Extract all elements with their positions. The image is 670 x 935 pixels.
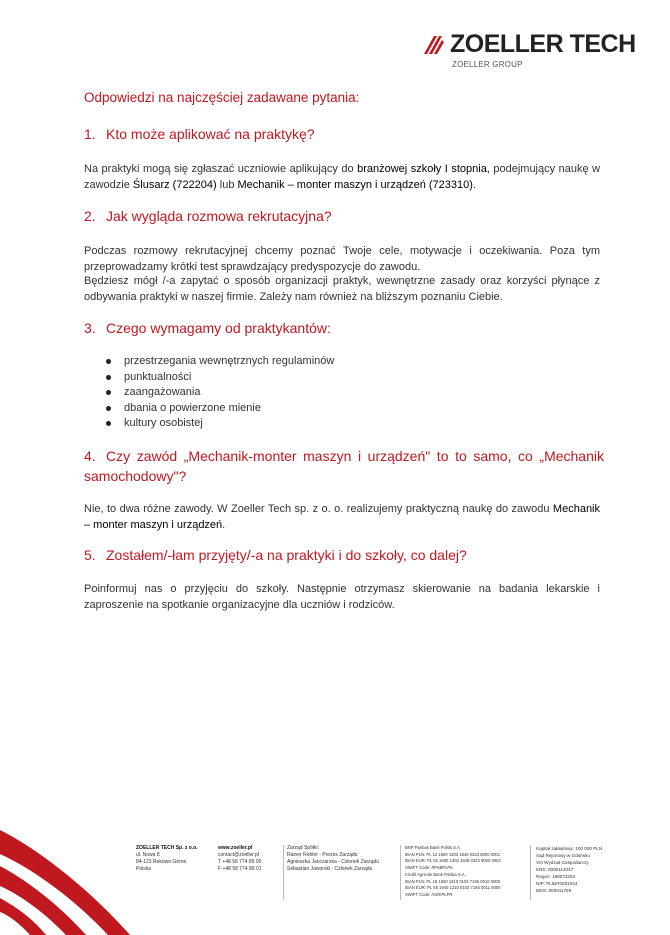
footer-board <box>287 845 379 873</box>
question-number: 4. <box>84 448 96 464</box>
footer-line: Rainer Rohler - Prezes Zarządu <box>287 852 358 858</box>
footer-contact <box>218 845 262 873</box>
footer-line: IBAN EUR: PL 82 1600 1303 1846 0323 8000 0002 <box>405 858 501 864</box>
answer-2-paragraph-2: Będziesz mógł /-a zapytać o sposób organizacji praktyk, wewnętrzne zasady oraz korzyści płynące z odbywania praktyki w naszej firmie. Zależy nam również na bliższym poznaniu Ciebie. <box>84 275 600 303</box>
question-3-heading <box>84 318 604 338</box>
footer-line: BNP Paribas Bank Polski S.A. <box>405 845 462 850</box>
list-item-text: przestrzegania wewnętrznych regulaminów <box>124 355 335 367</box>
list-item <box>104 385 334 401</box>
question-text: Jak wygląda rozmowa rekrutacyjna? <box>106 208 332 224</box>
answer-2-paragraph-1: Podczas rozmowy rekrutacyjnej chcemy poznać Twoje cele, motywacje i oczekiwania. Poza tym przeprowadzamy krótki test sprawdzający predyspozycje do zawodu. <box>84 245 600 273</box>
answer-4 <box>84 501 600 533</box>
page-title: Odpowiedzi na najczęściej zadawane pytania: <box>84 90 360 105</box>
answer-emphasis: branżowej szkoły I stopnia, <box>357 163 490 175</box>
footer-line: Credit Agricole Bank Polska S.A. <box>405 871 466 877</box>
footer-divider <box>530 845 531 900</box>
footer-line: Regon: 190073253 <box>536 874 576 879</box>
footer-line: F +48 58 774 89 01 <box>218 866 262 872</box>
question-1-heading <box>84 124 604 144</box>
footer-line: IBAN PLN: PL 12 1600 1303 1846 0323 8000 0001 <box>405 851 501 857</box>
question-5-heading <box>84 545 604 565</box>
decorative-swoosh <box>0 820 140 935</box>
footer-divider <box>283 845 284 900</box>
footer-line: Zarząd Spółki: <box>287 845 319 851</box>
answer-text: . <box>222 519 226 531</box>
footer-line: KRS: 0000114047 <box>536 867 574 872</box>
list-item <box>104 354 334 370</box>
bullet-icon <box>106 406 111 411</box>
list-item-text: punktualności <box>124 370 192 383</box>
footer-line: 84-123 Rekowo Górne <box>136 859 187 865</box>
question-text: Czy zawód „Mechanik-monter maszyn i urządzeń" to to samo, co „Mechanik samochodowy"? <box>84 448 604 484</box>
footer-line: NIP: PL5870201044 <box>536 881 578 886</box>
list-item <box>104 401 334 417</box>
footer-line: contact@zoeller.pl <box>218 852 259 858</box>
bullet-icon <box>106 421 111 426</box>
company-logo <box>420 30 635 74</box>
answer-emphasis: Mechanik – monter maszyn i urządzeń <box>84 503 600 531</box>
zoeller-logo-icon <box>420 32 446 58</box>
question-text: Zostałem/-łam przyjęty/-a na praktyki i do szkoły, co dalej? <box>106 547 467 563</box>
question-number: 2. <box>84 208 96 224</box>
footer-line: IBAN EUR: PL 66 1940 1210 0103 7166 0011 0000 <box>405 885 501 891</box>
bullet-icon <box>106 375 111 380</box>
footer-line: SWIFT Code: AGRIPLPR <box>405 891 453 897</box>
answer-text: . <box>472 179 476 191</box>
footer-bank <box>405 845 501 899</box>
footer-line: T +48 58 774 89 00 <box>218 859 262 865</box>
answer-text: Nie, to dwa różne zawody. W Zoeller Tech sp. z o. o. realizujemy praktyczną naukę do zawodu <box>84 503 553 515</box>
list-item-text: zaangażowania <box>124 386 201 398</box>
question-number: 3. <box>84 320 96 336</box>
footer-line: BDO: 000011789 <box>536 888 572 893</box>
footer-line: VIII Wydział Gospodarczy <box>536 860 589 865</box>
question-2-heading <box>84 206 604 226</box>
list-item-text: dbania o powierzone mienie <box>124 401 261 414</box>
footer-line: Sebastian Jaworski - Członek Zarządu <box>287 866 373 872</box>
question-4-heading <box>84 446 604 486</box>
brand-group: ZOELLER GROUP <box>452 60 523 69</box>
question-text: Kto może aplikować na praktykę? <box>106 126 315 142</box>
brand-name: ZOELLER TECH <box>450 30 636 58</box>
footer-registry <box>536 845 602 894</box>
answer-text: lub <box>216 179 238 191</box>
answer-emphasis: Ślusarz (722204) <box>132 179 217 191</box>
footer-divider <box>400 845 401 900</box>
question-number: 1. <box>84 126 96 142</box>
answer-5: Poinformuj nas o przyjęciu do szkoły. Następnie otrzymasz skierowanie na badania lekarskie i zaproszenie na spotkanie organizacyjne dla uczniów i rodziców. <box>84 583 600 611</box>
footer-line: ZOELLER TECH Sp. z o.o. <box>136 845 198 851</box>
footer-line: IBAN PLN: PL 18 1940 1210 0103 7166 0010 0000 <box>405 878 501 884</box>
list-item-text: kultury osobistej <box>124 417 203 429</box>
answer-1 <box>84 161 600 193</box>
answer-text: Na praktyki mogą się zgłaszać uczniowie aplikujący do <box>84 163 358 175</box>
footer-line: www.zoeller.pl <box>218 845 253 851</box>
bullet-icon <box>106 359 111 364</box>
requirements-list <box>104 354 334 432</box>
question-number: 5. <box>84 547 96 563</box>
question-text: Czego wymagamy od praktykantów: <box>106 320 331 336</box>
footer-line: Polska <box>136 866 152 872</box>
footer-line: ul. Nowa 8 <box>136 852 160 858</box>
answer-emphasis: Mechanik – monter maszyn i urządzeń (723310) <box>237 179 473 191</box>
footer-line: Agnieszka Janczarska - Członek Zarządu <box>287 859 379 865</box>
footer-line: Sąd Rejonowy w Gdańsku <box>536 853 590 858</box>
bullet-icon <box>106 390 111 395</box>
footer-line: SWIFT Code: PPABPLPK <box>405 865 454 871</box>
list-item <box>104 416 334 432</box>
list-item <box>104 370 334 386</box>
footer-line: Kapitał zakładowy: 100 000 PLN <box>536 846 603 851</box>
answer-text: podejmujący naukę w zawodzie <box>84 163 601 191</box>
footer-company <box>136 845 198 873</box>
